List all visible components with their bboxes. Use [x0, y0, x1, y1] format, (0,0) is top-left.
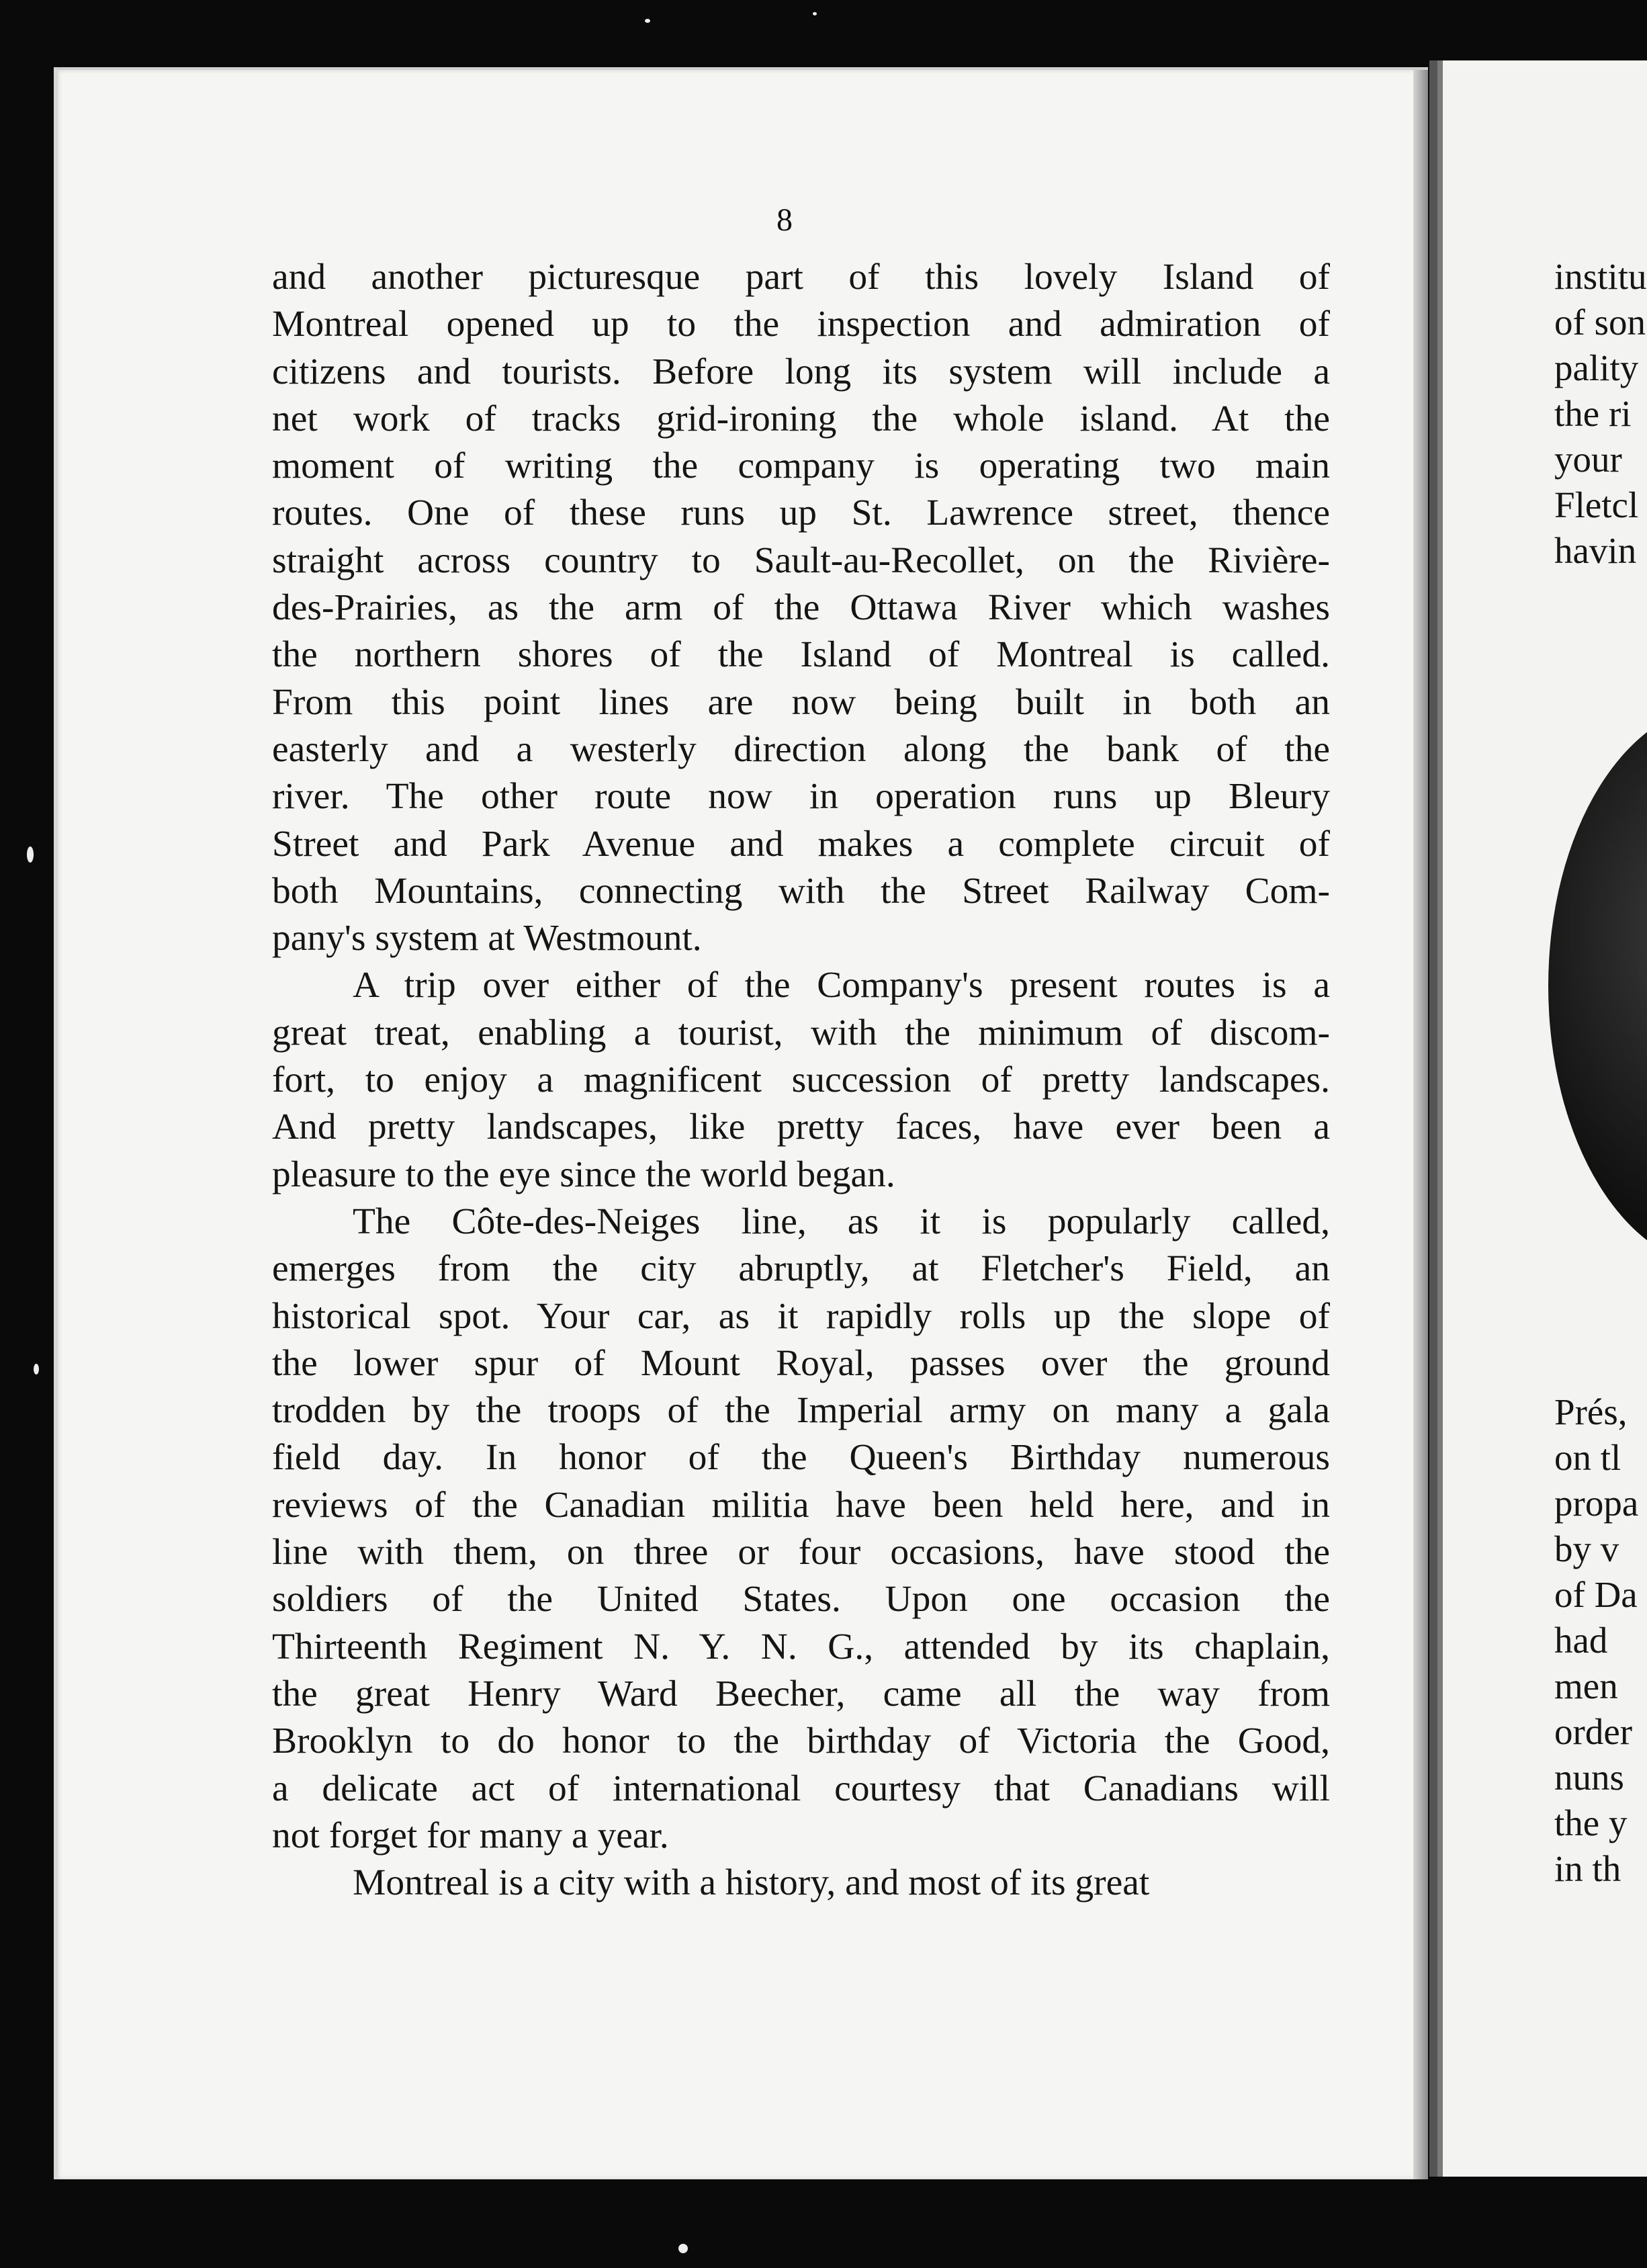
- cropped-text-line: in th: [1554, 1848, 1621, 1889]
- text-line: Street and Park Avenue and makes a complete circuit of: [272, 823, 1330, 865]
- text-line: citizens and tourists. Before long its system will include a: [272, 351, 1330, 392]
- text-line: The Côte-des-Neiges line, as it is popularly called,: [353, 1201, 1330, 1242]
- text-line: soldiers of the United States. Upon one occasion the: [272, 1579, 1330, 1620]
- text-line: reviews of the Canadian militia have been held here, and in: [272, 1484, 1330, 1526]
- text-line: Thirteenth Regiment N. Y. N. G., attended by its chaplain,: [272, 1626, 1330, 1667]
- cropped-text-line: of son: [1554, 302, 1646, 343]
- cropped-text-line: havin: [1554, 530, 1637, 571]
- cropped-text-line: Fletcl: [1554, 484, 1639, 525]
- text-line: routes. One of these runs up St. Lawrence street, thence: [272, 492, 1330, 534]
- cropped-text-line: order: [1554, 1711, 1633, 1752]
- dust-speck: [813, 12, 817, 15]
- paragraph: [272, 1198, 1330, 1860]
- text-line: net work of tracks grid-ironing the whole island. At the: [272, 398, 1330, 439]
- text-line: the great Henry Ward Beecher, came all the way from: [272, 1673, 1330, 1714]
- text-line: historical spot. Your car, as it rapidly rolls up the slope of: [272, 1295, 1330, 1337]
- cropped-text-line: Prés,: [1554, 1391, 1628, 1432]
- page-number: 8: [776, 202, 793, 238]
- cropped-text-line: your: [1554, 439, 1622, 480]
- text-line: trodden by the troops of the Imperial army on many a gala: [272, 1390, 1330, 1432]
- dust-speck: [645, 19, 650, 23]
- cropped-text-line: the y: [1554, 1802, 1628, 1843]
- text-line: Brooklyn to do honor to the birthday of Victoria the Good,: [272, 1720, 1330, 1762]
- text-line: moment of writing the company is operating two main: [272, 445, 1330, 487]
- dust-speck: [34, 1364, 39, 1375]
- right-page-text-top: [1554, 254, 1647, 574]
- cropped-text-line: the ri: [1554, 393, 1632, 434]
- paragraph: [272, 962, 1330, 1198]
- cropped-text-line: men: [1554, 1665, 1618, 1706]
- paragraph: [272, 254, 1330, 962]
- text-line: Montreal opened up to the inspection and admiration of: [272, 304, 1330, 345]
- text-line: pany's system at Westmount.: [272, 918, 702, 959]
- cropped-text-line: pality: [1554, 347, 1639, 388]
- cropped-text-line: of Da: [1554, 1574, 1638, 1615]
- text-line: And pretty landscapes, like pretty faces, have ever been a: [272, 1106, 1330, 1148]
- paragraph: [272, 1860, 1330, 1907]
- text-line: fort, to enjoy a magnificent succession of pretty landscapes.: [272, 1059, 1330, 1101]
- text-line: straight across country to Sault-au-Recollet, on the Rivière-: [272, 539, 1330, 581]
- dust-speck: [27, 846, 34, 863]
- cropped-text-line: nuns: [1554, 1757, 1624, 1798]
- cropped-text-line: by v: [1554, 1528, 1619, 1569]
- text-line: pleasure to the eye since the world began.: [272, 1153, 895, 1195]
- text-line: great treat, enabling a tourist, with the minimum of discom-: [272, 1012, 1330, 1053]
- cropped-text-line: propa: [1554, 1483, 1639, 1524]
- text-line: river. The other route now in operation runs up Bleury: [272, 776, 1330, 818]
- text-line: easterly and a westerly direction along the bank of the: [272, 728, 1330, 770]
- cropped-text-line: on tl: [1554, 1437, 1621, 1478]
- dust-speck: [678, 2244, 688, 2253]
- text-line: not forget for many a year.: [272, 1815, 669, 1856]
- text-line: and another picturesque part of this lovely Island of: [272, 257, 1330, 298]
- text-line: the northern shores of the Island of Montreal is called.: [272, 634, 1330, 676]
- text-line: A trip over either of the Company's present routes is a: [353, 965, 1330, 1006]
- text-line: Montreal is a city with a history, and most of its great: [353, 1862, 1150, 1904]
- cropped-text-line: institu: [1554, 256, 1647, 297]
- right-page-text-bottom: [1554, 1389, 1647, 1892]
- text-line: des-Prairies, as the arm of the Ottawa River which washes: [272, 587, 1330, 629]
- text-line: a delicate act of international courtesy that Canadians will: [272, 1768, 1330, 1809]
- left-page-text: [272, 254, 1330, 1907]
- text-line: the lower spur of Mount Royal, passes over the ground: [272, 1342, 1330, 1384]
- text-line: emerges from the city abruptly, at Fletcher's Field, an: [272, 1248, 1330, 1290]
- text-line: both Mountains, connecting with the Street Railway Com-: [272, 870, 1330, 912]
- text-line: From this point lines are now being built in both an: [272, 681, 1330, 723]
- text-line: field day. In honor of the Queen's Birthday numerous: [272, 1437, 1330, 1479]
- text-line: line with them, on three or four occasions, have stood the: [272, 1532, 1330, 1573]
- cropped-text-line: had: [1554, 1620, 1608, 1661]
